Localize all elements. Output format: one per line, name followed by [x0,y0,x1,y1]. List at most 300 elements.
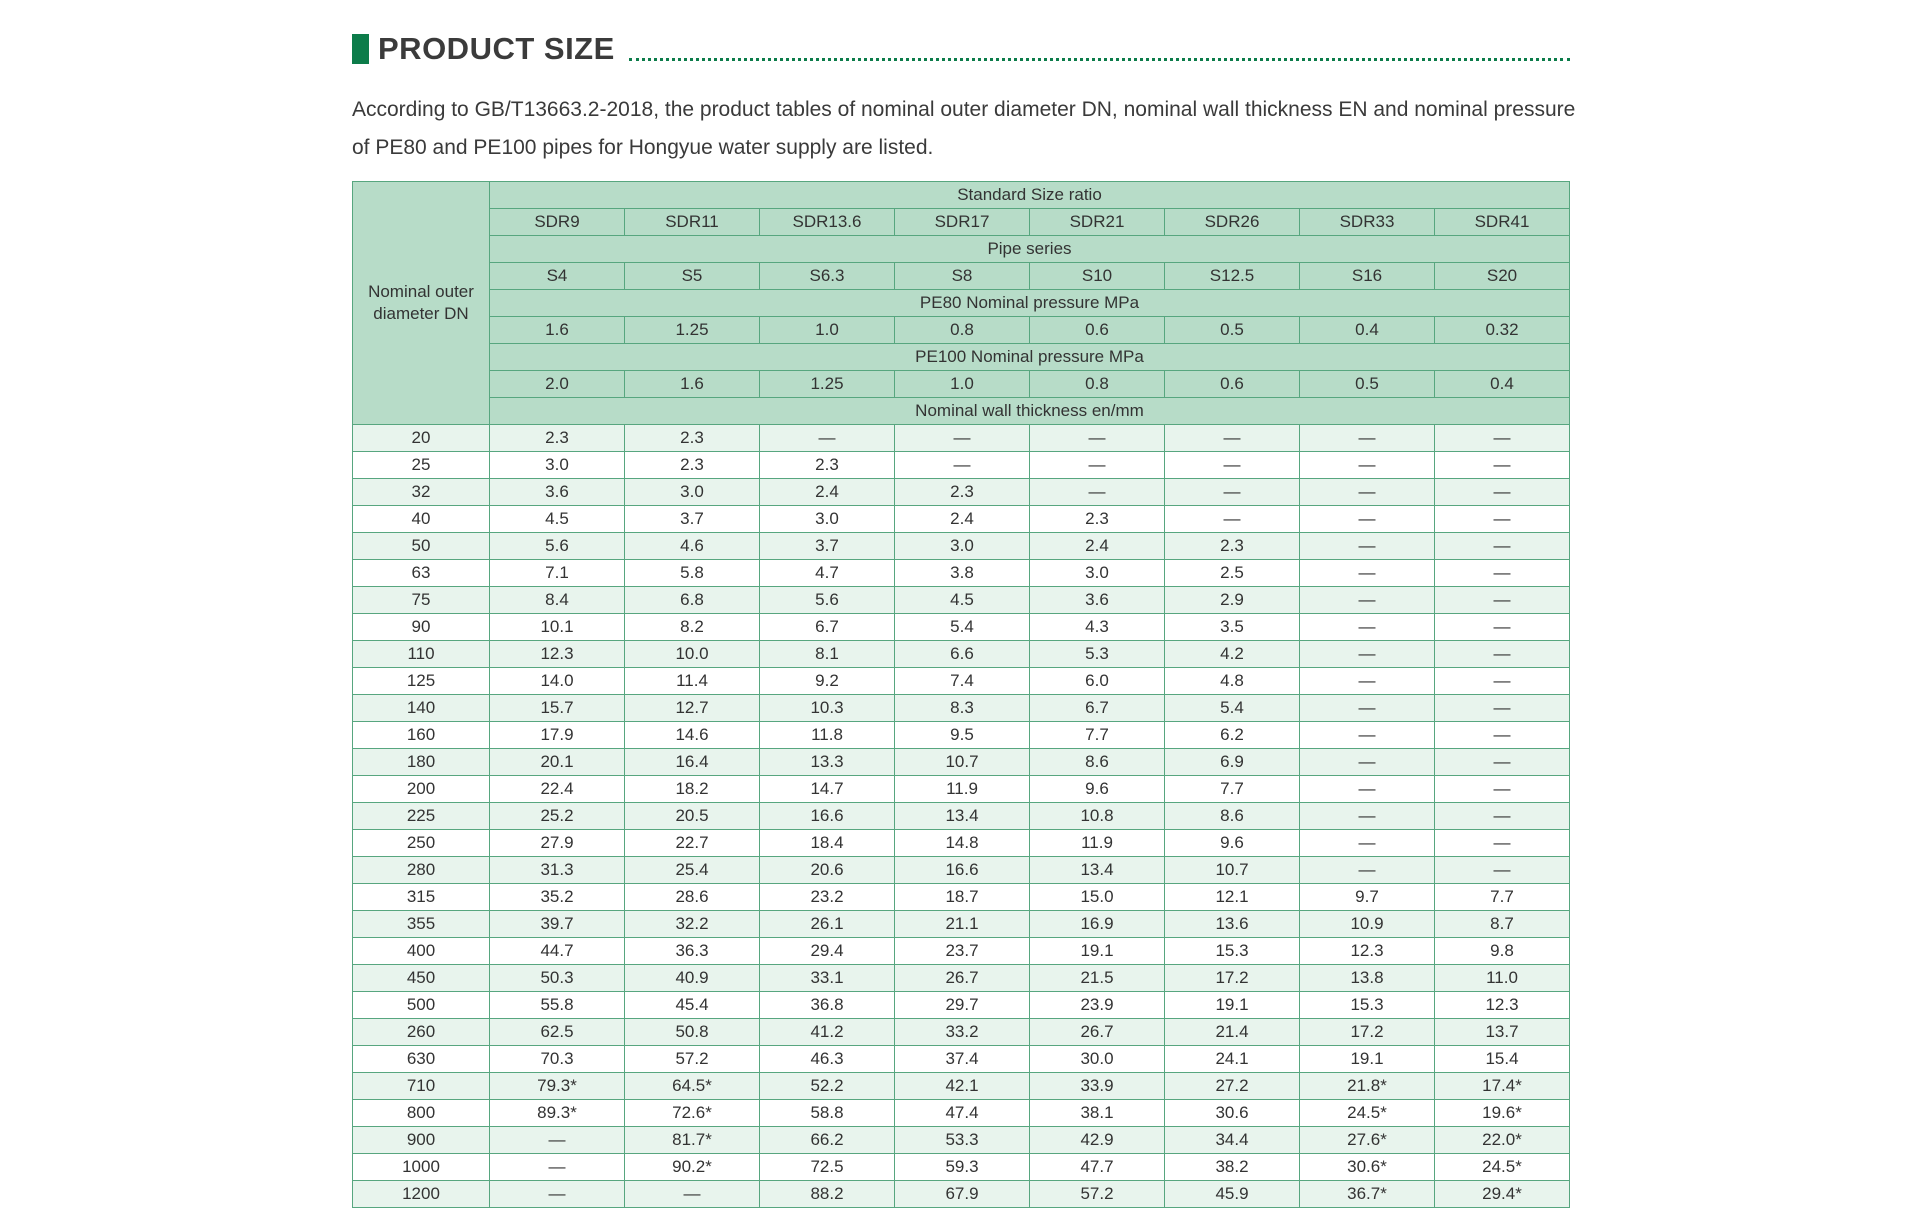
wall-thickness-cell: 7.1 [490,560,625,587]
wall-thickness-cell: — [1435,722,1570,749]
wall-thickness-cell: — [1435,614,1570,641]
wall-thickness-cell: 20.6 [760,857,895,884]
wall-thickness-cell: 3.0 [1030,560,1165,587]
wall-thickness-cell: — [1435,803,1570,830]
wall-thickness-cell: — [760,425,895,452]
wall-thickness-cell: 11.4 [625,668,760,695]
wall-thickness-cell: — [1435,830,1570,857]
wall-thickness-cell: 3.6 [490,479,625,506]
wall-thickness-cell: 42.1 [895,1073,1030,1100]
dn-cell: 200 [353,776,490,803]
wall-thickness-cell: 89.3* [490,1100,625,1127]
wall-thickness-cell: 35.2 [490,884,625,911]
wall-thickness-cell: 10.1 [490,614,625,641]
wall-thickness-cell: 6.7 [760,614,895,641]
wall-thickness-cell: 52.2 [760,1073,895,1100]
wall-thickness-cell: 36.3 [625,938,760,965]
dn-cell: 63 [353,560,490,587]
wall-thickness-cell: — [1435,587,1570,614]
wall-thickness-cell: 2.9 [1165,587,1300,614]
wall-thickness-cell: 32.2 [625,911,760,938]
wall-thickness-cell: 9.6 [1030,776,1165,803]
wall-thickness-cell: — [1300,857,1435,884]
pe100-pressure-value: 0.8 [1030,371,1165,398]
wall-thickness-cell: 11.0 [1435,965,1570,992]
wall-thickness-cell: — [1435,641,1570,668]
pe80-pressure-value: 0.4 [1300,317,1435,344]
wall-thickness-cell: 37.4 [895,1046,1030,1073]
wall-thickness-cell: 2.3 [625,425,760,452]
wall-thickness-cell: 2.3 [625,452,760,479]
pe80-pressure-value: 1.25 [625,317,760,344]
wall-thickness-cell: 13.4 [895,803,1030,830]
wall-thickness-cell: — [1435,749,1570,776]
sdr-col-header: SDR9 [490,209,625,236]
wall-thickness-cell: — [1165,479,1300,506]
dn-cell: 140 [353,695,490,722]
wall-thickness-cell: 16.6 [760,803,895,830]
wall-thickness-cell: 5.4 [1165,695,1300,722]
wall-thickness-cell: 13.3 [760,749,895,776]
wall-thickness-cell: 15.3 [1165,938,1300,965]
wall-thickness-cell: 16.6 [895,857,1030,884]
wall-thickness-cell: 30.6* [1300,1154,1435,1181]
wall-thickness-cell: 4.3 [1030,614,1165,641]
dotted-leader-line [629,58,1570,61]
dn-cell: 20 [353,425,490,452]
wall-thickness-cell: 64.5* [625,1073,760,1100]
page [352,31,1576,1208]
pipe-series-col-header: S10 [1030,263,1165,290]
wall-thickness-cell: 21.5 [1030,965,1165,992]
band-pipe-series: Pipe series [490,236,1570,263]
page-title: PRODUCT SIZE [378,31,615,66]
dn-cell: 75 [353,587,490,614]
green-bar-icon [352,34,369,64]
wall-thickness-cell: 9.7 [1300,884,1435,911]
wall-thickness-cell: 50.8 [625,1019,760,1046]
wall-thickness-cell: 10.8 [1030,803,1165,830]
wall-thickness-cell: 45.9 [1165,1181,1300,1208]
wall-thickness-cell: 2.4 [1030,533,1165,560]
wall-thickness-cell: 11.8 [760,722,895,749]
band-pe100-pressure: PE100 Nominal pressure MPa [490,344,1570,371]
wall-thickness-cell: 22.7 [625,830,760,857]
wall-thickness-cell: 4.6 [625,533,760,560]
wall-thickness-cell: 2.3 [1165,533,1300,560]
wall-thickness-cell: 12.3 [1435,992,1570,1019]
wall-thickness-cell: 5.6 [760,587,895,614]
wall-thickness-cell: 27.9 [490,830,625,857]
wall-thickness-cell: 7.7 [1030,722,1165,749]
wall-thickness-cell: 8.2 [625,614,760,641]
wall-thickness-cell: 14.6 [625,722,760,749]
wall-thickness-cell: 36.7* [1300,1181,1435,1208]
wall-thickness-cell: 19.1 [1030,938,1165,965]
wall-thickness-cell: 4.5 [895,587,1030,614]
wall-thickness-cell: 4.8 [1165,668,1300,695]
pe100-pressure-value: 0.6 [1165,371,1300,398]
wall-thickness-cell: 15.3 [1300,992,1435,1019]
wall-thickness-cell: — [1030,425,1165,452]
wall-thickness-cell: 8.1 [760,641,895,668]
dn-cell: 40 [353,506,490,533]
pipe-series-col-header: S12.5 [1165,263,1300,290]
wall-thickness-cell: 57.2 [625,1046,760,1073]
dn-cell: 225 [353,803,490,830]
wall-thickness-cell: 2.3 [490,425,625,452]
wall-thickness-cell: — [1030,452,1165,479]
wall-thickness-cell: 7.4 [895,668,1030,695]
wall-thickness-cell: 9.5 [895,722,1030,749]
wall-thickness-cell: 29.4 [760,938,895,965]
wall-thickness-cell: 57.2 [1030,1181,1165,1208]
wall-thickness-cell: — [895,425,1030,452]
wall-thickness-cell: — [1300,695,1435,722]
wall-thickness-cell: 10.7 [1165,857,1300,884]
wall-thickness-cell: 24.5* [1300,1100,1435,1127]
wall-thickness-cell: 10.7 [895,749,1030,776]
wall-thickness-cell: 7.7 [1165,776,1300,803]
wall-thickness-cell: — [1300,533,1435,560]
wall-thickness-cell: 2.3 [760,452,895,479]
wall-thickness-cell: 4.2 [1165,641,1300,668]
wall-thickness-cell: 5.4 [895,614,1030,641]
wall-thickness-cell: — [1300,479,1435,506]
wall-thickness-cell: 26.7 [1030,1019,1165,1046]
wall-thickness-cell: 16.9 [1030,911,1165,938]
wall-thickness-cell: 15.0 [1030,884,1165,911]
wall-thickness-cell: — [1300,506,1435,533]
wall-thickness-cell: 62.5 [490,1019,625,1046]
pe100-pressure-value: 0.5 [1300,371,1435,398]
wall-thickness-cell: 39.7 [490,911,625,938]
wall-thickness-cell: 26.1 [760,911,895,938]
wall-thickness-cell: 2.4 [760,479,895,506]
wall-thickness-cell: 10.0 [625,641,760,668]
wall-thickness-cell: 8.3 [895,695,1030,722]
wall-thickness-cell: 88.2 [760,1181,895,1208]
wall-thickness-cell: 18.7 [895,884,1030,911]
wall-thickness-cell: — [1300,560,1435,587]
pe100-pressure-value: 0.4 [1435,371,1570,398]
dn-cell: 25 [353,452,490,479]
wall-thickness-cell: — [1435,425,1570,452]
wall-thickness-cell: — [1300,722,1435,749]
wall-thickness-cell: 46.3 [760,1046,895,1073]
wall-thickness-cell: 17.9 [490,722,625,749]
dn-cell: 400 [353,938,490,965]
wall-thickness-cell: 22.0* [1435,1127,1570,1154]
dn-cell: 260 [353,1019,490,1046]
wall-thickness-cell: 47.4 [895,1100,1030,1127]
wall-thickness-cell: 30.0 [1030,1046,1165,1073]
wall-thickness-cell: — [1165,452,1300,479]
wall-thickness-cell: 41.2 [760,1019,895,1046]
product-size-table [352,181,1570,1208]
wall-thickness-cell: 15.4 [1435,1046,1570,1073]
sdr-col-header: SDR21 [1030,209,1165,236]
wall-thickness-cell: 16.4 [625,749,760,776]
wall-thickness-cell: 81.7* [625,1127,760,1154]
wall-thickness-cell: 29.7 [895,992,1030,1019]
wall-thickness-cell: 12.3 [1300,938,1435,965]
wall-thickness-cell: 3.0 [625,479,760,506]
dn-cell: 280 [353,857,490,884]
wall-thickness-cell: 9.8 [1435,938,1570,965]
pe80-pressure-value: 1.0 [760,317,895,344]
wall-thickness-cell: — [1300,668,1435,695]
pe80-pressure-value: 1.6 [490,317,625,344]
wall-thickness-cell: 17.4* [1435,1073,1570,1100]
wall-thickness-cell: 40.9 [625,965,760,992]
wall-thickness-cell: — [1165,425,1300,452]
dn-cell: 630 [353,1046,490,1073]
wall-thickness-cell: 53.3 [895,1127,1030,1154]
wall-thickness-cell: 2.4 [895,506,1030,533]
wall-thickness-cell: 8.7 [1435,911,1570,938]
wall-thickness-cell: 19.1 [1165,992,1300,1019]
wall-thickness-cell: 23.7 [895,938,1030,965]
wall-thickness-cell: 5.6 [490,533,625,560]
band-wall-thickness: Nominal wall thickness en/mm [490,398,1570,425]
wall-thickness-cell: 14.0 [490,668,625,695]
wall-thickness-cell: 3.5 [1165,614,1300,641]
pe100-pressure-value: 1.6 [625,371,760,398]
wall-thickness-cell: 30.6 [1165,1100,1300,1127]
wall-thickness-cell: — [1435,857,1570,884]
wall-thickness-cell: 10.9 [1300,911,1435,938]
sdr-col-header: SDR17 [895,209,1030,236]
description-line-1: According to GB/T13663.2-2018, the product tables of nominal outer diameter DN, nominal wall thickness EN and nominal pressure [352,98,1576,121]
wall-thickness-cell: 38.1 [1030,1100,1165,1127]
wall-thickness-cell: 14.8 [895,830,1030,857]
wall-thickness-cell: — [1300,425,1435,452]
section-header [352,32,1570,64]
wall-thickness-cell: 33.1 [760,965,895,992]
wall-thickness-cell: 12.7 [625,695,760,722]
wall-thickness-cell: — [1435,479,1570,506]
wall-thickness-cell: 18.2 [625,776,760,803]
pipe-series-col-header: S16 [1300,263,1435,290]
wall-thickness-cell: 2.3 [1030,506,1165,533]
wall-thickness-cell: — [1435,695,1570,722]
wall-thickness-cell: 20.5 [625,803,760,830]
pe80-pressure-value: 0.32 [1435,317,1570,344]
pe100-pressure-value: 1.25 [760,371,895,398]
dn-cell: 50 [353,533,490,560]
wall-thickness-cell: 17.2 [1165,965,1300,992]
wall-thickness-cell: 27.2 [1165,1073,1300,1100]
dn-cell: 1000 [353,1154,490,1181]
pipe-series-col-header: S4 [490,263,625,290]
band-standard-size-ratio: Standard Size ratio [490,182,1570,209]
wall-thickness-cell: 6.2 [1165,722,1300,749]
band-pe80-pressure: PE80 Nominal pressure MPa [490,290,1570,317]
wall-thickness-cell: 21.8* [1300,1073,1435,1100]
wall-thickness-cell: 58.8 [760,1100,895,1127]
wall-thickness-cell: 24.5* [1435,1154,1570,1181]
wall-thickness-cell: — [1435,533,1570,560]
wall-thickness-cell: 20.1 [490,749,625,776]
wall-thickness-cell: 3.8 [895,560,1030,587]
dn-cell: 160 [353,722,490,749]
table-header [353,182,1570,425]
pe100-pressure-value: 1.0 [895,371,1030,398]
wall-thickness-cell: 18.4 [760,830,895,857]
wall-thickness-cell: 44.7 [490,938,625,965]
wall-thickness-cell: — [490,1181,625,1208]
wall-thickness-cell: 27.6* [1300,1127,1435,1154]
wall-thickness-cell: — [625,1181,760,1208]
wall-thickness-cell: 55.8 [490,992,625,1019]
wall-thickness-cell: 8.6 [1165,803,1300,830]
wall-thickness-cell: 8.6 [1030,749,1165,776]
wall-thickness-cell: 25.4 [625,857,760,884]
dn-cell: 315 [353,884,490,911]
wall-thickness-cell: 3.7 [760,533,895,560]
wall-thickness-cell: 59.3 [895,1154,1030,1181]
wall-thickness-cell: 12.1 [1165,884,1300,911]
description-line-2: of PE80 and PE100 pipes for Hongyue water supply are listed. [352,136,934,159]
wall-thickness-cell: 6.0 [1030,668,1165,695]
wall-thickness-cell: 67.9 [895,1181,1030,1208]
wall-thickness-cell: 23.2 [760,884,895,911]
pe100-pressure-value: 2.0 [490,371,625,398]
wall-thickness-cell: — [1300,803,1435,830]
wall-thickness-cell: 3.7 [625,506,760,533]
wall-thickness-cell: 72.6* [625,1100,760,1127]
wall-thickness-cell: — [1435,452,1570,479]
sdr-col-header: SDR26 [1165,209,1300,236]
dn-cell: 500 [353,992,490,1019]
wall-thickness-cell: 14.7 [760,776,895,803]
wall-thickness-cell: — [895,452,1030,479]
dn-cell: 250 [353,830,490,857]
wall-thickness-cell: 28.6 [625,884,760,911]
wall-thickness-cell: — [1030,479,1165,506]
wall-thickness-cell: 45.4 [625,992,760,1019]
pipe-series-col-header: S6.3 [760,263,895,290]
wall-thickness-cell: 66.2 [760,1127,895,1154]
dn-cell: 900 [353,1127,490,1154]
sdr-col-header: SDR11 [625,209,760,236]
wall-thickness-cell: 9.2 [760,668,895,695]
wall-thickness-cell: — [1435,560,1570,587]
wall-thickness-cell: — [1165,506,1300,533]
wall-thickness-cell: 17.2 [1300,1019,1435,1046]
wall-thickness-cell: 47.7 [1030,1154,1165,1181]
wall-thickness-cell: 6.6 [895,641,1030,668]
wall-thickness-cell: 10.3 [760,695,895,722]
dn-cell: 450 [353,965,490,992]
table-body [353,425,1570,1208]
wall-thickness-cell: 23.9 [1030,992,1165,1019]
wall-thickness-cell: 5.8 [625,560,760,587]
dn-cell: 1200 [353,1181,490,1208]
wall-thickness-cell: 7.7 [1435,884,1570,911]
dn-cell: 110 [353,641,490,668]
wall-thickness-cell: — [1300,587,1435,614]
wall-thickness-cell: 3.0 [895,533,1030,560]
wall-thickness-cell: 42.9 [1030,1127,1165,1154]
dn-cell: 800 [353,1100,490,1127]
wall-thickness-cell: 5.3 [1030,641,1165,668]
wall-thickness-cell: 34.4 [1165,1127,1300,1154]
dn-cell: 180 [353,749,490,776]
corner-header: Nominal outer diameter DN [353,182,490,425]
wall-thickness-cell: — [1435,668,1570,695]
wall-thickness-cell: 13.8 [1300,965,1435,992]
wall-thickness-cell: 25.2 [490,803,625,830]
wall-thickness-cell: 15.7 [490,695,625,722]
wall-thickness-cell: 6.8 [625,587,760,614]
wall-thickness-cell: 38.2 [1165,1154,1300,1181]
description [352,91,1576,167]
wall-thickness-cell: 13.6 [1165,911,1300,938]
wall-thickness-cell: — [490,1127,625,1154]
wall-thickness-cell: 11.9 [1030,830,1165,857]
wall-thickness-cell: 2.5 [1165,560,1300,587]
wall-thickness-cell: — [1300,614,1435,641]
wall-thickness-cell: 3.0 [490,452,625,479]
wall-thickness-cell: 33.9 [1030,1073,1165,1100]
pipe-series-col-header: S5 [625,263,760,290]
wall-thickness-cell: 13.7 [1435,1019,1570,1046]
pipe-series-col-header: S8 [895,263,1030,290]
wall-thickness-cell: 70.3 [490,1046,625,1073]
wall-thickness-cell: 19.1 [1300,1046,1435,1073]
wall-thickness-cell: — [1300,641,1435,668]
wall-thickness-cell: 90.2* [625,1154,760,1181]
wall-thickness-cell: 21.4 [1165,1019,1300,1046]
wall-thickness-cell: — [490,1154,625,1181]
wall-thickness-cell: 26.7 [895,965,1030,992]
wall-thickness-cell: 33.2 [895,1019,1030,1046]
wall-thickness-cell: 24.1 [1165,1046,1300,1073]
pe80-pressure-value: 0.6 [1030,317,1165,344]
wall-thickness-cell: — [1300,776,1435,803]
pe80-pressure-value: 0.5 [1165,317,1300,344]
wall-thickness-cell: 36.8 [760,992,895,1019]
wall-thickness-cell: 8.4 [490,587,625,614]
wall-thickness-cell: 4.5 [490,506,625,533]
wall-thickness-cell: 3.0 [760,506,895,533]
dn-cell: 90 [353,614,490,641]
sdr-col-header: SDR41 [1435,209,1570,236]
wall-thickness-cell: 13.4 [1030,857,1165,884]
wall-thickness-cell: 3.6 [1030,587,1165,614]
wall-thickness-cell: 72.5 [760,1154,895,1181]
wall-thickness-cell: 22.4 [490,776,625,803]
dn-cell: 355 [353,911,490,938]
wall-thickness-cell: — [1300,749,1435,776]
wall-thickness-cell: 19.6* [1435,1100,1570,1127]
wall-thickness-cell: 6.7 [1030,695,1165,722]
wall-thickness-cell: 2.3 [895,479,1030,506]
wall-thickness-cell: 9.6 [1165,830,1300,857]
wall-thickness-cell: 29.4* [1435,1181,1570,1208]
wall-thickness-cell: — [1300,452,1435,479]
wall-thickness-cell: 11.9 [895,776,1030,803]
wall-thickness-cell: 21.1 [895,911,1030,938]
wall-thickness-cell: — [1435,776,1570,803]
dn-cell: 125 [353,668,490,695]
wall-thickness-cell: 12.3 [490,641,625,668]
wall-thickness-cell: — [1435,506,1570,533]
pipe-series-col-header: S20 [1435,263,1570,290]
wall-thickness-cell: 79.3* [490,1073,625,1100]
